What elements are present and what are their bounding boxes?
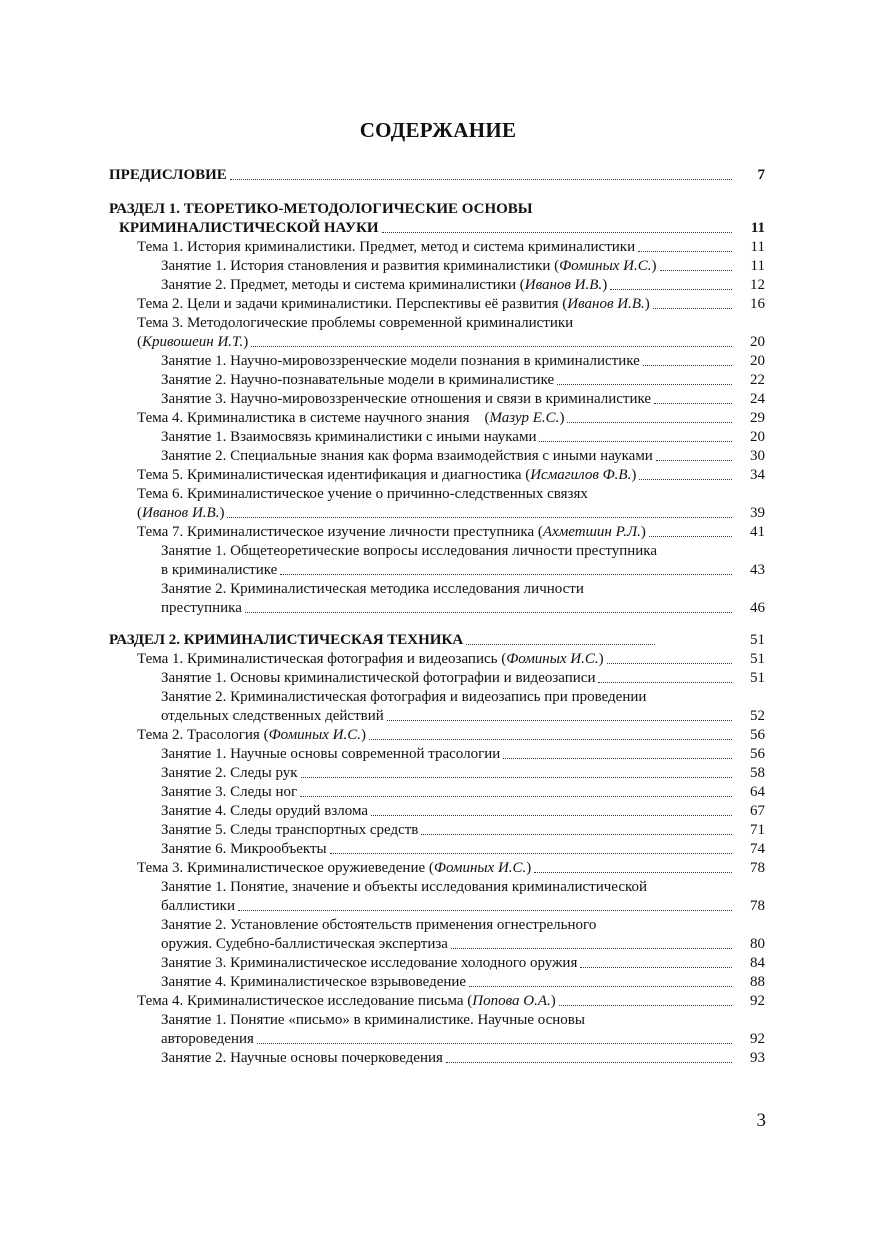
toc-entry[interactable]: Занятие 3. Научно-мировоззренческие отношения и связи в криминалистике 24	[161, 391, 765, 407]
toc-entry[interactable]: Занятие 5. Следы транспортных средств 71	[161, 822, 765, 838]
toc-entry[interactable]: Тема 1. История криминалистики. Предмет, метод и система криминалистики 11	[137, 239, 765, 255]
toc-entry[interactable]: Тема 3. Методологические проблемы современной криминалистики (Кривошеин И.Т.) 20	[137, 315, 765, 350]
author: Иванов И.В.	[567, 296, 645, 312]
toc-section-1[interactable]	[109, 200, 765, 238]
toc-entry[interactable]: Занятие 2. Специальные знания как форма взаимодействия с иными науками 30	[161, 448, 765, 464]
toc-page-number: 93	[750, 1050, 765, 1066]
author: Фоминых И.С.	[506, 651, 599, 667]
toc-page-number: 16	[750, 296, 765, 312]
toc-page-number: 24	[750, 391, 765, 407]
toc-entry[interactable]: Тема 2. Цели и задачи криминалистики. Перспективы её развития (Иванов И.В.) 16	[137, 296, 765, 312]
toc-entry[interactable]: Тема 1. Криминалистическая фотография и видеозапись (Фоминых И.С.) 51	[137, 651, 765, 667]
toc-entry[interactable]: Занятие 2. Следы рук 58	[161, 765, 765, 781]
toc-page-number: 80	[750, 936, 765, 952]
toc-page-number: 67	[750, 803, 765, 819]
toc-entry[interactable]: Занятие 2. Научные основы почерковедения 93	[161, 1050, 765, 1066]
toc-section-title: РАЗДЕЛ 1. ТЕОРЕТИКО-МЕТОДОЛОГИЧЕСКИЕ ОСНОВЫ	[109, 201, 533, 217]
toc-page-number: 7	[757, 167, 765, 183]
toc-page-number: 43	[750, 562, 765, 578]
toc-page-number: 51	[750, 632, 765, 648]
toc-page-number: 22	[750, 372, 765, 388]
toc-section-title: КРИМИНАЛИСТИЧЕСКОЙ НАУКИ	[119, 220, 379, 236]
toc-page-number: 20	[750, 334, 765, 350]
author: Исмагилов Ф.В.	[530, 467, 632, 483]
toc-page-number: 84	[750, 955, 765, 971]
toc-entry[interactable]: Тема 3. Криминалистическое оружиеведение (Фоминых И.С.) 78	[137, 860, 765, 876]
toc-page-number: 92	[750, 993, 765, 1009]
toc-entry[interactable]: Занятие 2. Криминалистическая фотография и видеозапись при проведении отдельных следственных действий 52	[161, 689, 765, 724]
toc-page-number: 56	[750, 727, 765, 743]
toc-entry[interactable]: Занятие 2. Научно-познавательные модели в криминалистике 22	[161, 372, 765, 388]
toc-entry[interactable]: Занятие 4. Криминалистическое взрывоведение 88	[161, 974, 765, 990]
toc-page-number: 78	[750, 860, 765, 876]
toc-page-number: 41	[750, 524, 765, 540]
toc-entry[interactable]: Занятие 2. Предмет, методы и система криминалистики (Иванов И.В.) 12	[161, 277, 765, 293]
author: Мазур Е.С.	[489, 410, 560, 426]
author: Кривошеин И.Т.	[142, 334, 244, 350]
toc-entry-preface[interactable]	[109, 166, 765, 185]
toc-page-number: 52	[750, 708, 765, 724]
toc-page-number: 74	[750, 841, 765, 857]
toc-entry[interactable]: Занятие 6. Микрообъекты 74	[161, 841, 765, 857]
toc-entry[interactable]: Занятие 1. Понятие, значение и объекты исследования криминалистической баллистики 78	[161, 879, 765, 914]
page-number: 3	[756, 1110, 766, 1131]
toc-entry[interactable]: Занятие 1. Понятие «письмо» в криминалистике. Научные основы автороведения 92	[161, 1012, 765, 1047]
toc-page-number: 11	[750, 239, 765, 255]
toc-entry[interactable]: Занятие 2. Установление обстоятельств применения огнестрельного оружия. Судебно-баллистическая экспертиза 80	[161, 917, 765, 952]
author: Фоминых И.С.	[559, 258, 652, 274]
author: Иванов И.В.	[142, 505, 220, 521]
toc-entry[interactable]: Занятие 1. Взаимосвязь криминалистики с иными науками 20	[161, 429, 765, 445]
toc-page-number: 39	[750, 505, 765, 521]
toc-page-number: 64	[750, 784, 765, 800]
toc-page-number: 46	[750, 600, 765, 616]
toc-page-number: 51	[750, 670, 765, 686]
toc-page-number: 58	[750, 765, 765, 781]
toc-page-number: 34	[750, 467, 765, 483]
toc-entry[interactable]: Тема 7. Криминалистическое изучение личности преступника (Ахметшин Р.Л.) 41	[137, 524, 765, 540]
toc-page-number: 92	[750, 1031, 765, 1047]
toc-section-title: РАЗДЕЛ 2. КРИМИНАЛИСТИЧЕСКАЯ ТЕХНИКА	[109, 632, 464, 648]
author: Фоминых И.С.	[268, 727, 361, 743]
toc-page-number: 20	[750, 429, 765, 445]
toc-page-number: 88	[750, 974, 765, 990]
toc-entry[interactable]: Занятие 4. Следы орудий взлома 67	[161, 803, 765, 819]
toc-entry[interactable]: Занятие 3. Следы ног 64	[161, 784, 765, 800]
toc-entry[interactable]: Занятие 1. История становления и развития криминалистики (Фоминых И.С.) 11	[161, 258, 765, 274]
toc-entry[interactable]: Занятие 1. Общетеоретические вопросы исследования личности преступника в криминалистике 43	[161, 543, 765, 578]
toc-page-number: 30	[750, 448, 765, 464]
toc-entry[interactable]: Занятие 1. Научно-мировоззренческие модели познания в криминалистике 20	[161, 353, 765, 369]
toc-page-number: 56	[750, 746, 765, 762]
toc-page-number: 11	[750, 258, 765, 274]
toc-page-number: 11	[750, 220, 765, 236]
toc-entry[interactable]: Тема 4. Криминалистическое исследование письма (Попова О.А.) 92	[137, 993, 765, 1009]
toc-page-number: 12	[750, 277, 765, 293]
toc-page-number: 51	[750, 651, 765, 667]
toc-entry[interactable]: Занятие 2. Криминалистическая методика исследования личности преступника 46	[161, 581, 765, 616]
toc-entry[interactable]: Занятие 1. Основы криминалистической фотографии и видеозаписи 51	[161, 670, 765, 686]
author: Иванов И.В.	[524, 277, 603, 293]
author: Попова О.А.	[472, 993, 551, 1009]
toc-page-number: 78	[750, 898, 765, 914]
toc-entry[interactable]: Тема 4. Криминалистика в системе научного знания (Мазур Е.С.) 29	[137, 410, 765, 426]
toc-page-number: 71	[750, 822, 765, 838]
toc-entry[interactable]: Занятие 1. Научные основы современной трасологии 56	[161, 746, 765, 762]
author: Фоминых И.С.	[433, 860, 527, 876]
author: Ахметшин Р.Л.	[542, 524, 641, 540]
toc-entry[interactable]: Тема 5. Криминалистическая идентификация и диагностика (Исмагилов Ф.В.) 34	[137, 467, 765, 483]
table-of-contents	[109, 166, 765, 1068]
toc-section-2[interactable]	[109, 631, 765, 650]
toc-entry[interactable]: Тема 2. Трасология (Фоминых И.С.) 56	[137, 727, 765, 743]
toc-entry[interactable]: Тема 6. Криминалистическое учение о причинно-следственных связях (Иванов И.В.) 39	[137, 486, 765, 521]
toc-entry[interactable]: Занятие 3. Криминалистическое исследование холодного оружия 84	[161, 955, 765, 971]
toc-entry-text: ПРЕДИСЛОВИЕ	[109, 167, 227, 183]
toc-page-number: 29	[750, 410, 765, 426]
toc-page-number: 20	[750, 353, 765, 369]
page-title: СОДЕРЖАНИЕ	[359, 118, 517, 142]
